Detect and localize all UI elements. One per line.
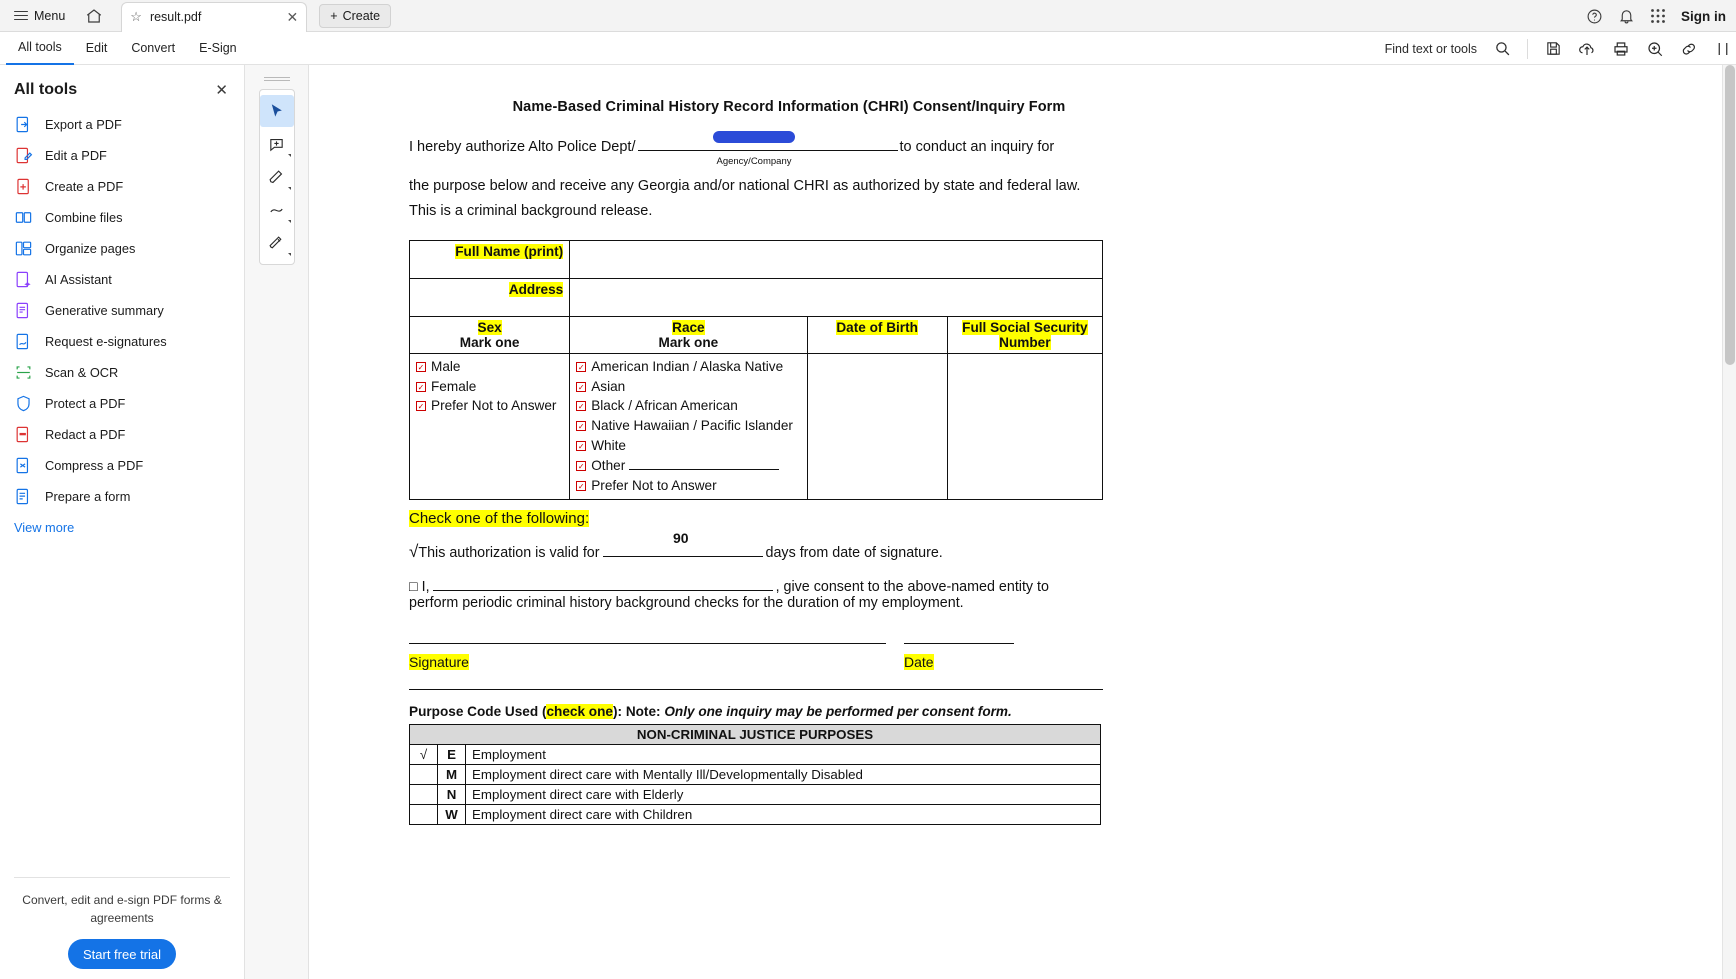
dob-header-cell <box>807 316 947 353</box>
checkbox-icon[interactable] <box>416 401 426 411</box>
full-name-label: Full Name (print) <box>455 243 564 259</box>
checkbox-icon[interactable] <box>416 362 426 372</box>
sidebar-item-scan-and-ocr[interactable] <box>0 357 244 388</box>
signature-line[interactable] <box>409 643 886 644</box>
print-icon[interactable] <box>1612 40 1630 58</box>
purpose-row-check[interactable] <box>410 784 438 804</box>
redact-pdf-icon <box>14 425 33 444</box>
intro-text-1: I hereby authorize Alto Police Dept/ <box>409 139 636 155</box>
sidebar-item-export-a-pdf[interactable] <box>0 109 244 140</box>
more-options-icon[interactable] <box>1714 40 1732 58</box>
sex-option-male[interactable]: ✓Male <box>416 357 563 377</box>
table-row <box>410 353 1103 499</box>
plus-icon: + <box>330 8 338 23</box>
chevron-down-icon <box>288 154 291 157</box>
table-row <box>410 764 1101 784</box>
select-cursor-icon[interactable] <box>260 95 294 127</box>
applicant-info-table <box>409 240 1103 500</box>
checkbox-icon[interactable] <box>576 421 586 431</box>
chevron-down-icon <box>288 220 291 223</box>
sidebar-item-generative-summary[interactable] <box>0 295 244 326</box>
sidebar-item-label: Request e-signatures <box>45 334 167 349</box>
browser-top-bar <box>0 0 1736 32</box>
purpose-table-header: NON-CRIMINAL JUSTICE PURPOSES <box>410 724 1101 744</box>
auth-line-post: days from date of signature. <box>765 544 943 561</box>
intro-text-1-tail: to conduct an inquiry for <box>899 139 1055 155</box>
sex-sublabel: Mark one <box>459 334 520 350</box>
checkbox-icon[interactable] <box>576 362 586 372</box>
sidebar-item-label: Compress a PDF <box>45 458 144 473</box>
purpose-mid: ): Note: <box>612 703 665 719</box>
race-option-other[interactable]: ✓Other <box>576 455 800 476</box>
pdf-page <box>309 65 1736 979</box>
race-option-prefer-not[interactable]: ✓Prefer Not to Answer <box>576 476 800 496</box>
tab-all-tools[interactable]: All tools <box>6 32 74 65</box>
intro-paragraph-1 <box>409 135 1169 167</box>
sidebar-header <box>0 75 244 109</box>
purpose-check-one: check one <box>546 703 613 719</box>
checkbox-icon[interactable] <box>576 401 586 411</box>
ssn-label: Full Social Security Number <box>962 319 1088 350</box>
sidebar-item-edit-a-pdf[interactable] <box>0 140 244 171</box>
checkbox-icon[interactable] <box>576 441 586 451</box>
purpose-row-desc: Employment direct care with Mentally Ill/Developmentally Disabled <box>466 764 1101 784</box>
sidebar-promo <box>0 877 244 979</box>
race-option-white[interactable]: ✓White <box>576 436 800 456</box>
full-name-label-cell <box>410 240 570 278</box>
app-grid-icon[interactable] <box>1649 7 1667 25</box>
sidebar-item-compress-a-pdf[interactable] <box>0 450 244 481</box>
sidebar-item-label: Create a PDF <box>45 179 124 194</box>
race-other-blank[interactable] <box>629 455 779 470</box>
purpose-row-desc: Employment direct care with Elderly <box>466 784 1101 804</box>
quick-tools-rail <box>245 65 309 979</box>
sidebar-item-label: Export a PDF <box>45 117 122 132</box>
add-comment-icon[interactable] <box>260 128 294 160</box>
tab-title: result.pdf <box>149 10 202 24</box>
sidebar-title: All tools <box>14 81 78 98</box>
edit-pdf-icon <box>14 146 33 165</box>
purpose-pre: Purpose Code Used ( <box>409 703 547 719</box>
sex-option-female[interactable]: ✓Female <box>416 377 563 397</box>
create-pdf-icon <box>14 177 33 196</box>
generative-summary-icon <box>14 301 33 320</box>
authorization-days-line <box>409 529 1169 562</box>
chevron-down-icon <box>288 253 291 256</box>
scrollbar-thumb[interactable] <box>1725 65 1735 365</box>
race-label: Race <box>672 319 705 335</box>
address-label-cell <box>410 278 570 316</box>
purpose-row-check[interactable]: √ <box>410 744 438 764</box>
sex-header-cell <box>410 316 570 353</box>
blue-scribble-annotation[interactable] <box>713 131 795 143</box>
purpose-code-table <box>409 724 1101 825</box>
sidebar-item-label: Organize pages <box>45 241 136 256</box>
draw-freehand-icon[interactable] <box>260 194 294 226</box>
race-options-cell <box>570 353 807 499</box>
sidebar-item-ai-assistant[interactable] <box>0 264 244 295</box>
auth-checkmark[interactable]: √ <box>409 541 419 561</box>
sidebar-item-label: AI Assistant <box>45 272 112 287</box>
start-free-trial-button[interactable]: Start free trial <box>68 939 176 969</box>
toolbar-right-group <box>1385 32 1732 65</box>
address-value-cell[interactable] <box>570 278 1103 316</box>
purpose-row-code: N <box>438 784 466 804</box>
auth-line-pre: This authorization is valid for <box>418 544 600 561</box>
toolbar-divider <box>1527 39 1528 59</box>
chevron-down-icon <box>288 187 291 190</box>
create-label: Create <box>342 8 381 23</box>
tab-convert[interactable]: Convert <box>131 41 176 55</box>
table-row <box>410 804 1101 824</box>
table-row <box>410 316 1103 353</box>
sidebar-item-label: Combine files <box>45 210 123 225</box>
export-pdf-icon <box>14 115 33 134</box>
race-header-cell <box>570 316 807 353</box>
combine-files-icon <box>14 208 33 227</box>
consent-mid: , give consent to the above-named entity to <box>775 578 1049 595</box>
date-label: Date <box>904 653 934 670</box>
sex-option-prefer-not[interactable]: ✓Prefer Not to Answer <box>416 396 563 416</box>
menu-button[interactable] <box>8 5 71 26</box>
agency-company-caption: Agency/Company <box>716 156 792 167</box>
dob-value-cell[interactable] <box>807 353 947 499</box>
notification-icon[interactable] <box>1617 7 1635 25</box>
sex-options-cell <box>410 353 570 499</box>
purpose-row-desc: Employment <box>466 744 1101 764</box>
signature-row <box>409 651 1169 677</box>
save-icon[interactable] <box>1544 40 1562 58</box>
hamburger-icon <box>14 8 28 23</box>
main-region <box>0 65 1736 979</box>
document-title: Name-Based Criminal History Record Information (CHRI) Consent/Inquiry Form <box>512 99 1066 115</box>
topbar-right-group <box>1585 0 1726 32</box>
date-line[interactable] <box>904 643 1014 644</box>
intro-paragraph-2: the purpose below and receive any Georgia and/or national CHRI as authorized by state and federal law. <box>409 177 1081 194</box>
create-button[interactable] <box>319 4 391 28</box>
sidebar-item-protect-a-pdf[interactable] <box>0 388 244 419</box>
ssn-header-cell <box>947 316 1102 353</box>
race-option-american-indian[interactable]: ✓American Indian / Alaska Native <box>576 357 800 377</box>
signature-label: Signature <box>409 653 469 670</box>
sidebar-item-redact-a-pdf[interactable] <box>0 419 244 450</box>
sidebar-item-create-a-pdf[interactable] <box>0 171 244 202</box>
sidebar-item-request-e-signatures[interactable] <box>0 326 244 357</box>
checkbox-icon[interactable] <box>576 481 586 491</box>
sign-in-button[interactable]: Sign in <box>1681 8 1726 24</box>
prepare-form-icon <box>14 487 33 506</box>
dob-label: Date of Birth <box>836 319 918 335</box>
find-text-label[interactable]: Find text or tools <box>1384 41 1477 56</box>
checkbox-icon[interactable] <box>576 382 586 392</box>
table-row <box>410 724 1101 744</box>
divider <box>14 877 230 878</box>
all-tools-sidebar <box>0 65 245 979</box>
table-row <box>410 744 1101 764</box>
table-row <box>410 240 1103 278</box>
purpose-row-desc: Employment direct care with Children <box>466 804 1101 824</box>
request-esign-icon <box>14 332 33 351</box>
compress-pdf-icon <box>14 456 33 475</box>
view-more-button[interactable]: View more <box>14 520 75 535</box>
race-option-asian[interactable]: ✓Asian <box>576 377 800 397</box>
sidebar-item-prepare-a-form[interactable] <box>0 481 244 512</box>
highlight-pen-icon[interactable] <box>260 161 294 193</box>
checkbox-icon[interactable] <box>576 461 586 471</box>
protect-pdf-icon <box>14 394 33 413</box>
scan-ocr-icon <box>14 363 33 382</box>
consent-checkbox-icon[interactable]: □ <box>409 578 418 595</box>
checkbox-icon[interactable] <box>416 382 426 392</box>
cloud-upload-icon[interactable] <box>1578 40 1596 58</box>
purpose-code-heading <box>409 704 1169 719</box>
star-icon[interactable]: ☆ <box>130 9 142 24</box>
close-icon[interactable]: ✕ <box>215 82 228 99</box>
help-icon[interactable] <box>1585 7 1603 25</box>
table-row <box>410 784 1101 804</box>
rail-drag-handle[interactable] <box>264 77 290 81</box>
address-label: Address <box>508 281 564 297</box>
zoom-icon[interactable] <box>1646 40 1664 58</box>
sidebar-item-label: Protect a PDF <box>45 396 126 411</box>
sidebar-item-combine-files[interactable] <box>0 202 244 233</box>
menu-label: Menu <box>34 8 66 23</box>
ai-assistant-icon <box>14 270 33 289</box>
consent-line <box>409 576 1169 611</box>
purpose-row-code: E <box>438 744 466 764</box>
consent-pre: I, <box>421 578 430 595</box>
promo-text: Convert, edit and e-sign PDF forms & agreements <box>22 893 222 925</box>
consent-post: perform periodic criminal history background checks for the duration of my employment. <box>409 594 964 611</box>
consent-name-blank[interactable] <box>433 576 773 591</box>
check-one-heading: Check one of the following: <box>409 509 590 527</box>
sidebar-item-organize-pages[interactable] <box>0 233 244 264</box>
sidebar-item-label: Scan & OCR <box>45 365 119 380</box>
intro-paragraph-3: This is a criminal background release. <box>409 202 653 219</box>
rail-button-group <box>259 89 295 265</box>
home-icon[interactable] <box>81 3 107 29</box>
organize-pages-icon <box>14 239 33 258</box>
ssn-value-cell[interactable] <box>947 353 1102 499</box>
race-option-native-hawaiian[interactable]: ✓Native Hawaiian / Pacific Islander <box>576 416 800 436</box>
sidebar-item-label: Redact a PDF <box>45 427 126 442</box>
sidebar-item-label: Prepare a form <box>45 489 131 504</box>
vertical-scrollbar[interactable] <box>1722 65 1736 979</box>
purpose-row-code: W <box>438 804 466 824</box>
sex-label: Sex <box>477 319 502 335</box>
link-icon[interactable] <box>1680 40 1698 58</box>
purpose-note: Only one inquiry may be performed per consent form. <box>664 703 1012 719</box>
sidebar-item-label: Generative summary <box>45 303 164 318</box>
sidebar-item-label: Edit a PDF <box>45 148 107 163</box>
race-option-black[interactable]: ✓Black / African American <box>576 396 800 416</box>
close-icon[interactable]: ✕ <box>286 8 299 25</box>
section-divider <box>409 689 1103 690</box>
tab-esign[interactable]: E-Sign <box>199 41 237 55</box>
signature-icon[interactable] <box>260 227 294 259</box>
purpose-row-code: M <box>438 764 466 784</box>
pdf-viewer[interactable] <box>309 65 1736 979</box>
race-sublabel: Mark one <box>658 334 719 350</box>
full-name-value-cell[interactable] <box>570 240 1103 278</box>
days-value[interactable]: 90 <box>673 529 689 546</box>
table-row <box>410 278 1103 316</box>
purpose-row-check[interactable] <box>410 804 438 824</box>
search-icon[interactable] <box>1493 40 1511 58</box>
document-tab[interactable] <box>121 2 307 32</box>
purpose-row-check[interactable] <box>410 764 438 784</box>
tools-toolbar <box>0 32 1736 65</box>
tab-edit[interactable]: Edit <box>85 41 108 55</box>
